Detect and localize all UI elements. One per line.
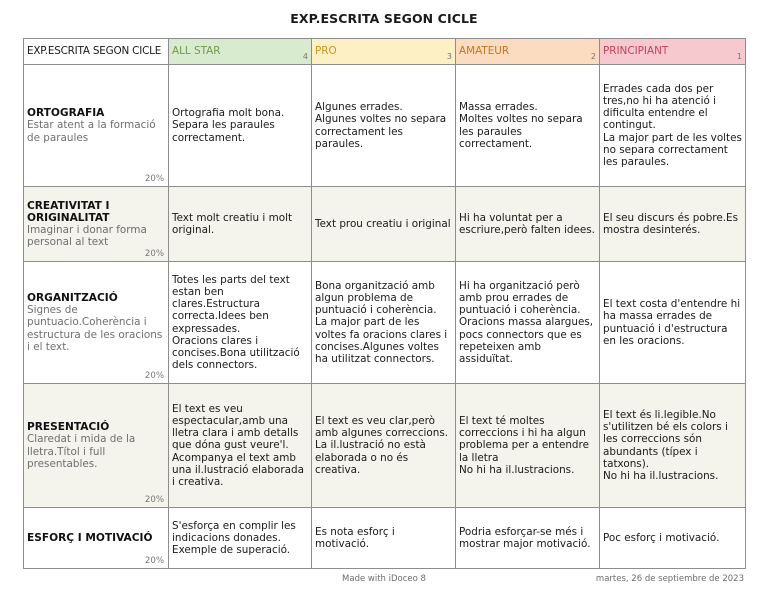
criterion-cell [24,384,169,508]
criterion-row [24,384,746,508]
descriptor-cell-pro: Bona organització amb algun problema de puntuació i coherència. La major part de les voltes fa oracions clares i concises.Algunes voltes ha utilitzat connectors. [312,262,456,384]
criterion-cell [24,508,169,569]
descriptor-cell-all-star: Text molt creatiu i molt original. [169,187,312,262]
criterion-name: PRESENTACIÓ [27,421,110,434]
level-header-amateur [456,39,600,65]
criterion-description: Claredat i mida de la lletra.Títol i full presentables. [27,433,136,470]
level-label: ALL STAR [172,45,221,58]
descriptor-cell-principiant: El seu discurs és pobre.Es mostra desinterés. [600,187,746,262]
criterion-weight: 20% [144,370,164,381]
descriptor-cell-amateur: Podria esforçar-se més i mostrar major motivació. [456,508,600,569]
rubric-corner-label: EXP.ESCRITA SEGON CICLE [24,39,169,65]
descriptor-cell-amateur: Hi ha organització però amb prou errades de puntuació i coherència. Oracions massa alargues, pocs connectors que es repeteixen amb assiduïtat. [456,262,600,384]
descriptor-cell-all-star: Totes les parts del text estan ben clares.Estructura correcta.Idees ben expressades. Oracions clares i concises.Bona utilització dels connectors. [169,262,312,384]
descriptor-cell-pro: Es nota esforç i motivació. [312,508,456,569]
descriptor-cell-all-star: Ortografia molt bona. Separa les paraules correctament. [169,65,312,187]
criterion-name: ESFORÇ I MOTIVACIÓ [27,531,153,544]
level-points: 3 [446,51,452,61]
criterion-description: Estar atent a la formació de paraules [27,119,156,144]
level-label: PRO [315,45,337,58]
descriptor-cell-pro: El text es veu clar,però amb algunes correccions. La il.lustració no està elaborada o no és creativa. [312,384,456,508]
level-label: PRINCIPIANT [603,45,669,58]
criterion-description: Imaginar i donar forma personal al text [27,224,147,249]
criterion-cell [24,65,169,187]
criterion-cell [24,262,169,384]
descriptor-cell-all-star: El text es veu espectacular,amb una lletra clara i amb detalls que dóna gust veure'l. Acompanya el text amb una il.lustració elaborada i creativa. [169,384,312,508]
level-points: 2 [590,51,596,61]
criterion-row [24,262,746,384]
made-with-label: Made with iDoceo 8 [342,574,426,584]
criterion-name: CREATIVITAT I ORIGINALITAT [27,199,110,224]
criterion-description: Signes de puntuacio.Coherència i estructura de les oracions i el text. [27,304,163,353]
rubric-table [23,38,746,569]
criterion-cell [24,187,169,262]
descriptor-cell-principiant: El text costa d'entendre hi ha massa errades de puntuació i d'estructura en les oracions. [600,262,746,384]
level-points: 4 [302,51,308,61]
descriptor-cell-amateur: Hi ha voluntat per a escriure,però falten idees. [456,187,600,262]
descriptor-cell-amateur: El text té moltes correccions i hi ha algun problema per a entendre la lletra No hi ha il.lustracions. [456,384,600,508]
level-header-all-star [169,39,312,65]
criterion-row [24,187,746,262]
level-header-principiant [600,39,746,65]
criterion-row [24,65,746,187]
criterion-weight: 20% [144,173,164,184]
page-title: EXP.ESCRITA SEGON CICLE [290,11,478,26]
level-points: 1 [736,51,742,61]
header-row [24,39,746,65]
criterion-weight: 20% [144,555,164,566]
criterion-weight: 20% [144,248,164,259]
date-label: martes, 26 de septiembre de 2023 [595,574,744,584]
descriptor-cell-all-star: S'esforça en complir les indicacions donades. Exemple de superació. [169,508,312,569]
criterion-name: ORTOGRAFIA [27,107,105,120]
descriptor-cell-pro: Text prou creatiu i original [312,187,456,262]
descriptor-cell-principiant: Poc esforç i motivació. [600,508,746,569]
descriptor-cell-principiant: Errades cada dos per tres,no hi ha atenció i dificulta entendre el contingut. La major part de les voltes no separa correctament les paraules. [600,65,746,187]
level-header-pro [312,39,456,65]
criterion-weight: 20% [144,494,164,505]
level-label: AMATEUR [459,45,510,58]
descriptor-cell-principiant: El text és li.legible.No s'utilitzen bé els colors i les correccions són abundants (típex i tatxons). No hi ha il.lustracions. [600,384,746,508]
descriptor-cell-amateur: Massa errades. Moltes voltes no separa les paraules correctament. [456,65,600,187]
descriptor-cell-pro: Algunes errades. Algunes voltes no separa correctament les paraules. [312,65,456,187]
criterion-row [24,508,746,569]
criterion-name: ORGANITZACIÓ [27,291,118,304]
